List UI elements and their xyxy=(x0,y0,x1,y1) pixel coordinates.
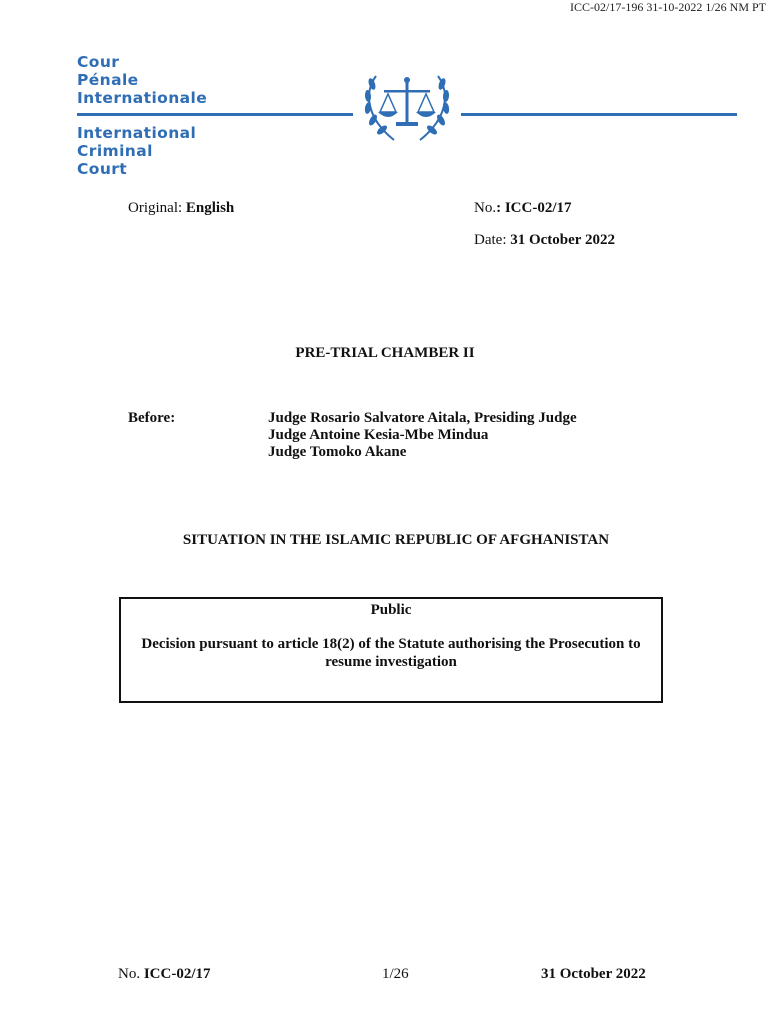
case-number xyxy=(474,200,572,217)
logo-line: Cour xyxy=(77,53,120,71)
case-number-label: No. xyxy=(474,200,497,216)
chamber-heading: PRE-TRIAL CHAMBER II xyxy=(295,345,475,361)
logo-divider-left xyxy=(77,113,353,116)
logo-line: Court xyxy=(77,160,128,178)
situation-heading: SITUATION IN THE ISLAMIC REPUBLIC OF AFGHANISTAN xyxy=(182,532,610,548)
decision-box xyxy=(119,597,663,703)
logo-line: International xyxy=(77,124,197,142)
original-language xyxy=(128,200,234,217)
logo-divider-right xyxy=(461,113,737,116)
original-label: Original: xyxy=(128,200,183,216)
scales-of-justice-wreath-icon xyxy=(358,68,456,146)
footer-no-value: ICC-02/17 xyxy=(143,966,211,982)
original-value: English xyxy=(185,200,235,216)
logo-line: Internationale xyxy=(77,89,208,107)
footer-date: 31 October 2022 xyxy=(541,966,646,982)
judge-item: Judge Antoine Kesia-Mbe Mindua xyxy=(268,427,489,443)
logo-text-french xyxy=(77,53,207,107)
date-value: 31 October 2022 xyxy=(510,232,615,248)
document-date xyxy=(474,232,615,249)
footer-page-number: 1/26 xyxy=(382,966,409,982)
case-number-value: : ICC-02/17 xyxy=(496,200,572,216)
footer-case-number xyxy=(118,966,211,983)
logo-text-english xyxy=(77,124,196,178)
judge-item: Judge Tomoko Akane xyxy=(268,444,407,460)
footer-no-label: No. xyxy=(118,966,141,982)
classification-label: Public xyxy=(370,602,412,618)
date-label: Date: xyxy=(474,232,507,248)
logo-line: Criminal xyxy=(77,142,153,160)
judge-item: Judge Rosario Salvatore Aitala, Presiding Judge xyxy=(268,410,577,426)
judges-list xyxy=(268,410,577,461)
header-stamp: ICC-02/17-196 31-10-2022 1/26 NM PT xyxy=(570,0,766,14)
decision-title: Decision pursuant to article 18(2) of the Statute authorising the Prosecution to resume investigation xyxy=(141,636,641,670)
before-label: Before: xyxy=(128,410,176,426)
logo-line: Pénale xyxy=(77,71,139,89)
